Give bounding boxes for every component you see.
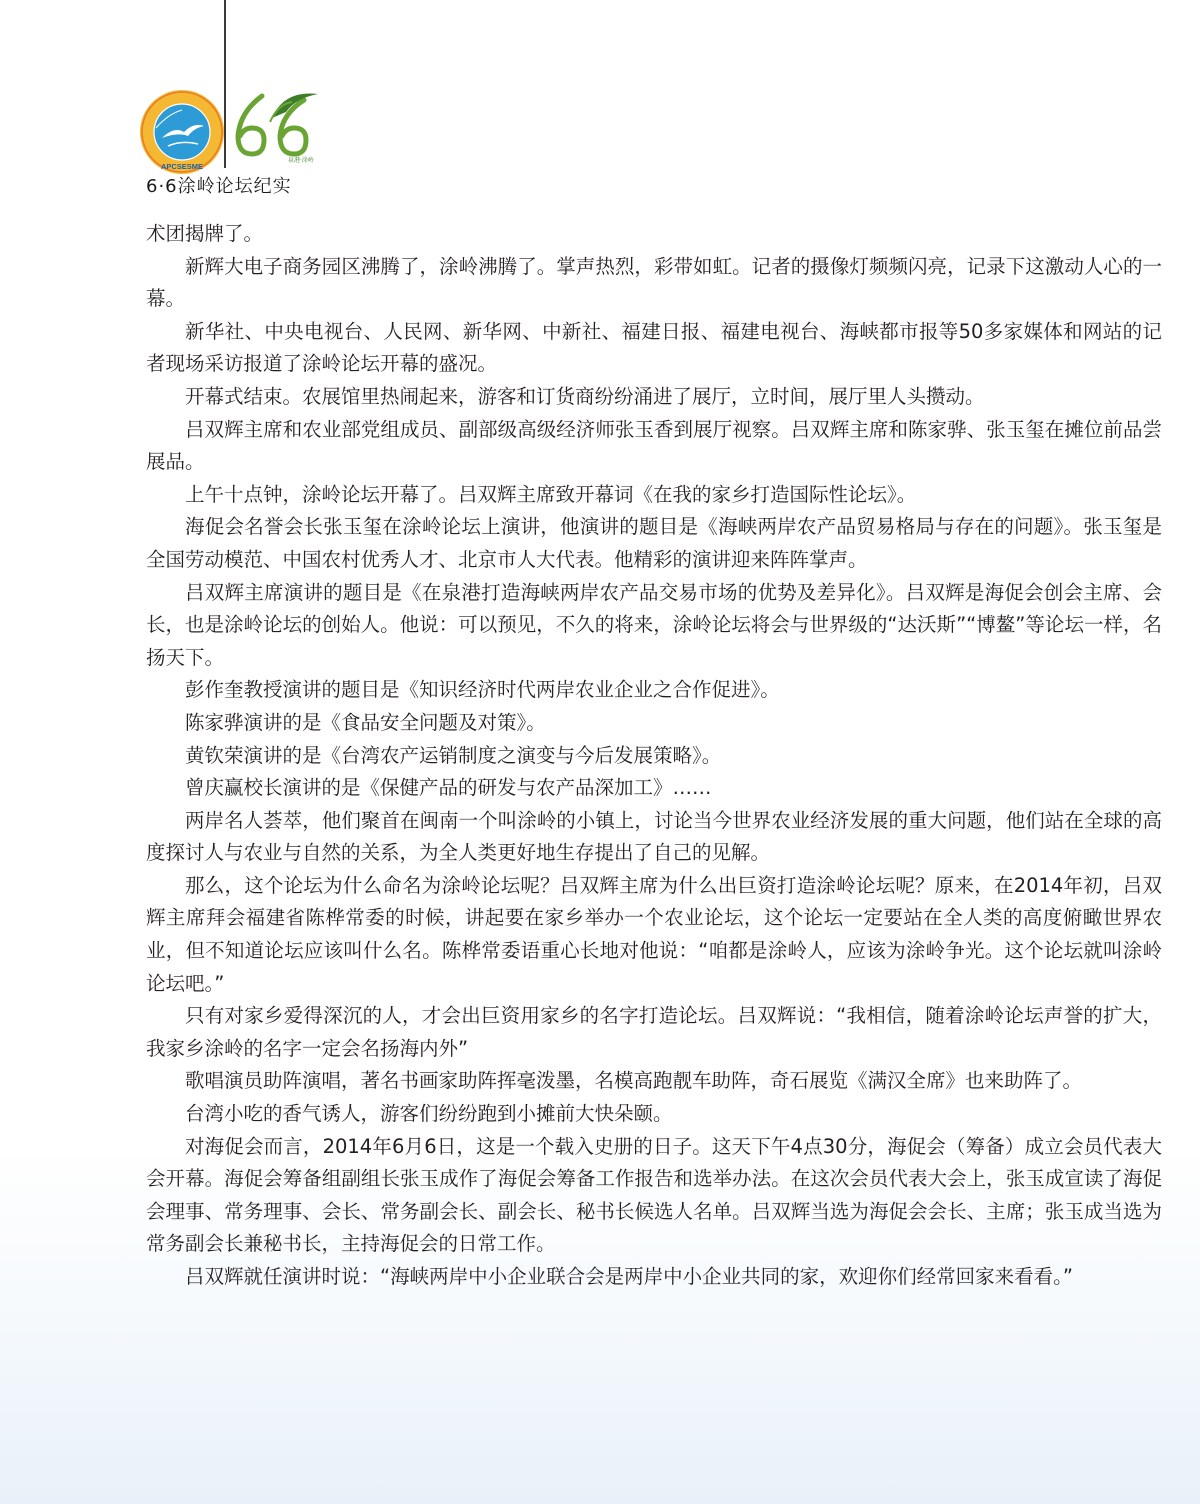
paragraph: 黄钦荣演讲的是《台湾农产运销制度之演变与今后发展策略》。 xyxy=(185,743,722,767)
paragraph: 彭作奎教授演讲的题目是《知识经济时代两岸农业企业之合作促进》。 xyxy=(185,678,780,702)
forum-66-logo xyxy=(226,82,326,166)
paragraph: 海促会名誉会长张玉玺在涂岭论坛上演讲，他演讲的题目是《海峡两岸农产品贸易格局与存在的问题》。张玉玺是全国劳动模范、中国农村优秀人才、北京市人大代表。他精彩的演讲迎来阵阵掌声。 xyxy=(146,515,1162,571)
paragraph: 台湾小吃的香气诱人，游客们纷纷跑到小摊前大快朵颐。 xyxy=(185,1102,673,1126)
paragraph: 术团揭牌了。 xyxy=(146,222,264,245)
paragraph: 新华社、中央电视台、人民网、新华网、中新社、福建日报、福建电视台、海峡都市报等50多家媒体和网站的记者现场采访报道了涂岭论坛开幕的盛况。 xyxy=(146,319,1162,376)
paragraph: 曾庆赢校长演讲的是《保健产品的研发与农产品深加工》…… xyxy=(185,776,712,800)
paragraph: 上午十点钟，涂岭论坛开幕了。吕双辉主席致开幕词《在我的家乡打造国际性论坛》。 xyxy=(185,482,917,506)
running-title: 6·6涂岭论坛纪实 xyxy=(146,176,292,197)
paragraph: 那么，这个论坛为什么命名为涂岭论坛呢？吕双辉主席为什么出巨资打造涂岭论坛呢？原来，在2014年初，吕双辉主席拜会福建省陈桦常委的时候，讲起要在家乡举办一个农业论坛，这个论坛一定要站在全人类的高度俯瞰世界农业，但不知道论坛应该叫什么名。陈桦常委语重心长地对他说：“咱都是涂岭人，应该为涂岭争光。这个论坛就叫涂岭论坛吧。” xyxy=(146,873,1162,995)
logo-tagline: 泉港·涂岭 xyxy=(288,157,314,164)
paragraph: 吕双辉主席演讲的题目是《在泉港打造海峡两岸农产品交易市场的优势及差异化》。吕双辉是海促会创会主席、会长，也是涂岭论坛的创始人。他说：可以预见，不久的将来，涂岭论坛将会与世界级的“达沃斯”“博鳌”等论坛一样，名扬天下。 xyxy=(146,580,1162,669)
paragraph: 新辉大电子商务园区沸腾了，涂岭沸腾了。掌声热烈，彩带如虹。记者的摄像灯频频闪亮，记录下这激动人心的一幕。 xyxy=(146,254,1162,311)
paragraph: 歌唱演员助阵演唱，著名书画家助阵挥毫泼墨，名模高跑靓车助阵，奇石展览《满汉全席》也来助阵了。 xyxy=(185,1069,1083,1093)
association-badge-logo xyxy=(138,88,226,176)
page-header xyxy=(0,0,1200,200)
paragraph: 两岸名人荟萃，他们聚首在闽南一个叫涂岭的小镇上，讨论当今世界农业经济发展的重大问题，他们站在全球的高度探讨人与农业与自然的关系，为全人类更好地生存提出了自己的见解。 xyxy=(146,808,1162,865)
paragraph: 陈家骅演讲的是《食品安全问题及对策》。 xyxy=(185,710,546,734)
article-body xyxy=(146,218,1162,1294)
paragraph: 只有对家乡爱得深沉的人，才会出巨资用家乡的名字打造论坛。吕双辉说：“我相信，随着涂岭论坛声誉的扩大，我家乡涂岭的名字一定会名扬海内外” xyxy=(146,1004,1162,1060)
paragraph: 吕双辉主席和农业部党组成员、副部级高级经济师张玉香到展厅视察。吕双辉主席和陈家骅、张玉玺在摊位前品尝展品。 xyxy=(146,417,1162,474)
badge-abbreviation: APCSESME xyxy=(160,162,204,171)
paragraph: 吕双辉就任演讲时说：“海峡两岸中小企业联合会是两岸中小企业共同的家，欢迎你们经常回家来看看。” xyxy=(185,1265,1073,1288)
paragraph: 开幕式结束。农展馆里热闹起来，游客和订货商纷纷涌进了展厅，立时间，展厅里人头攒动。 xyxy=(185,384,985,408)
paragraph: 对海促会而言，2014年6月6日，这是一个载入史册的日子。这天下午4点30分，海促会（筹备）成立会员代表大会开幕。海促会筹备组副组长张玉成作了海促会筹备工作报告和选举办法。在这次会员代表大会上，张玉成宣读了海促会理事、常务理事、会长、常务副会长、副会长、秘书长候选人名单。吕双辉当选为海促会会长、主席；张玉成当选为常务副会长兼秘书长，主持海促会的日常工作。 xyxy=(146,1134,1162,1256)
